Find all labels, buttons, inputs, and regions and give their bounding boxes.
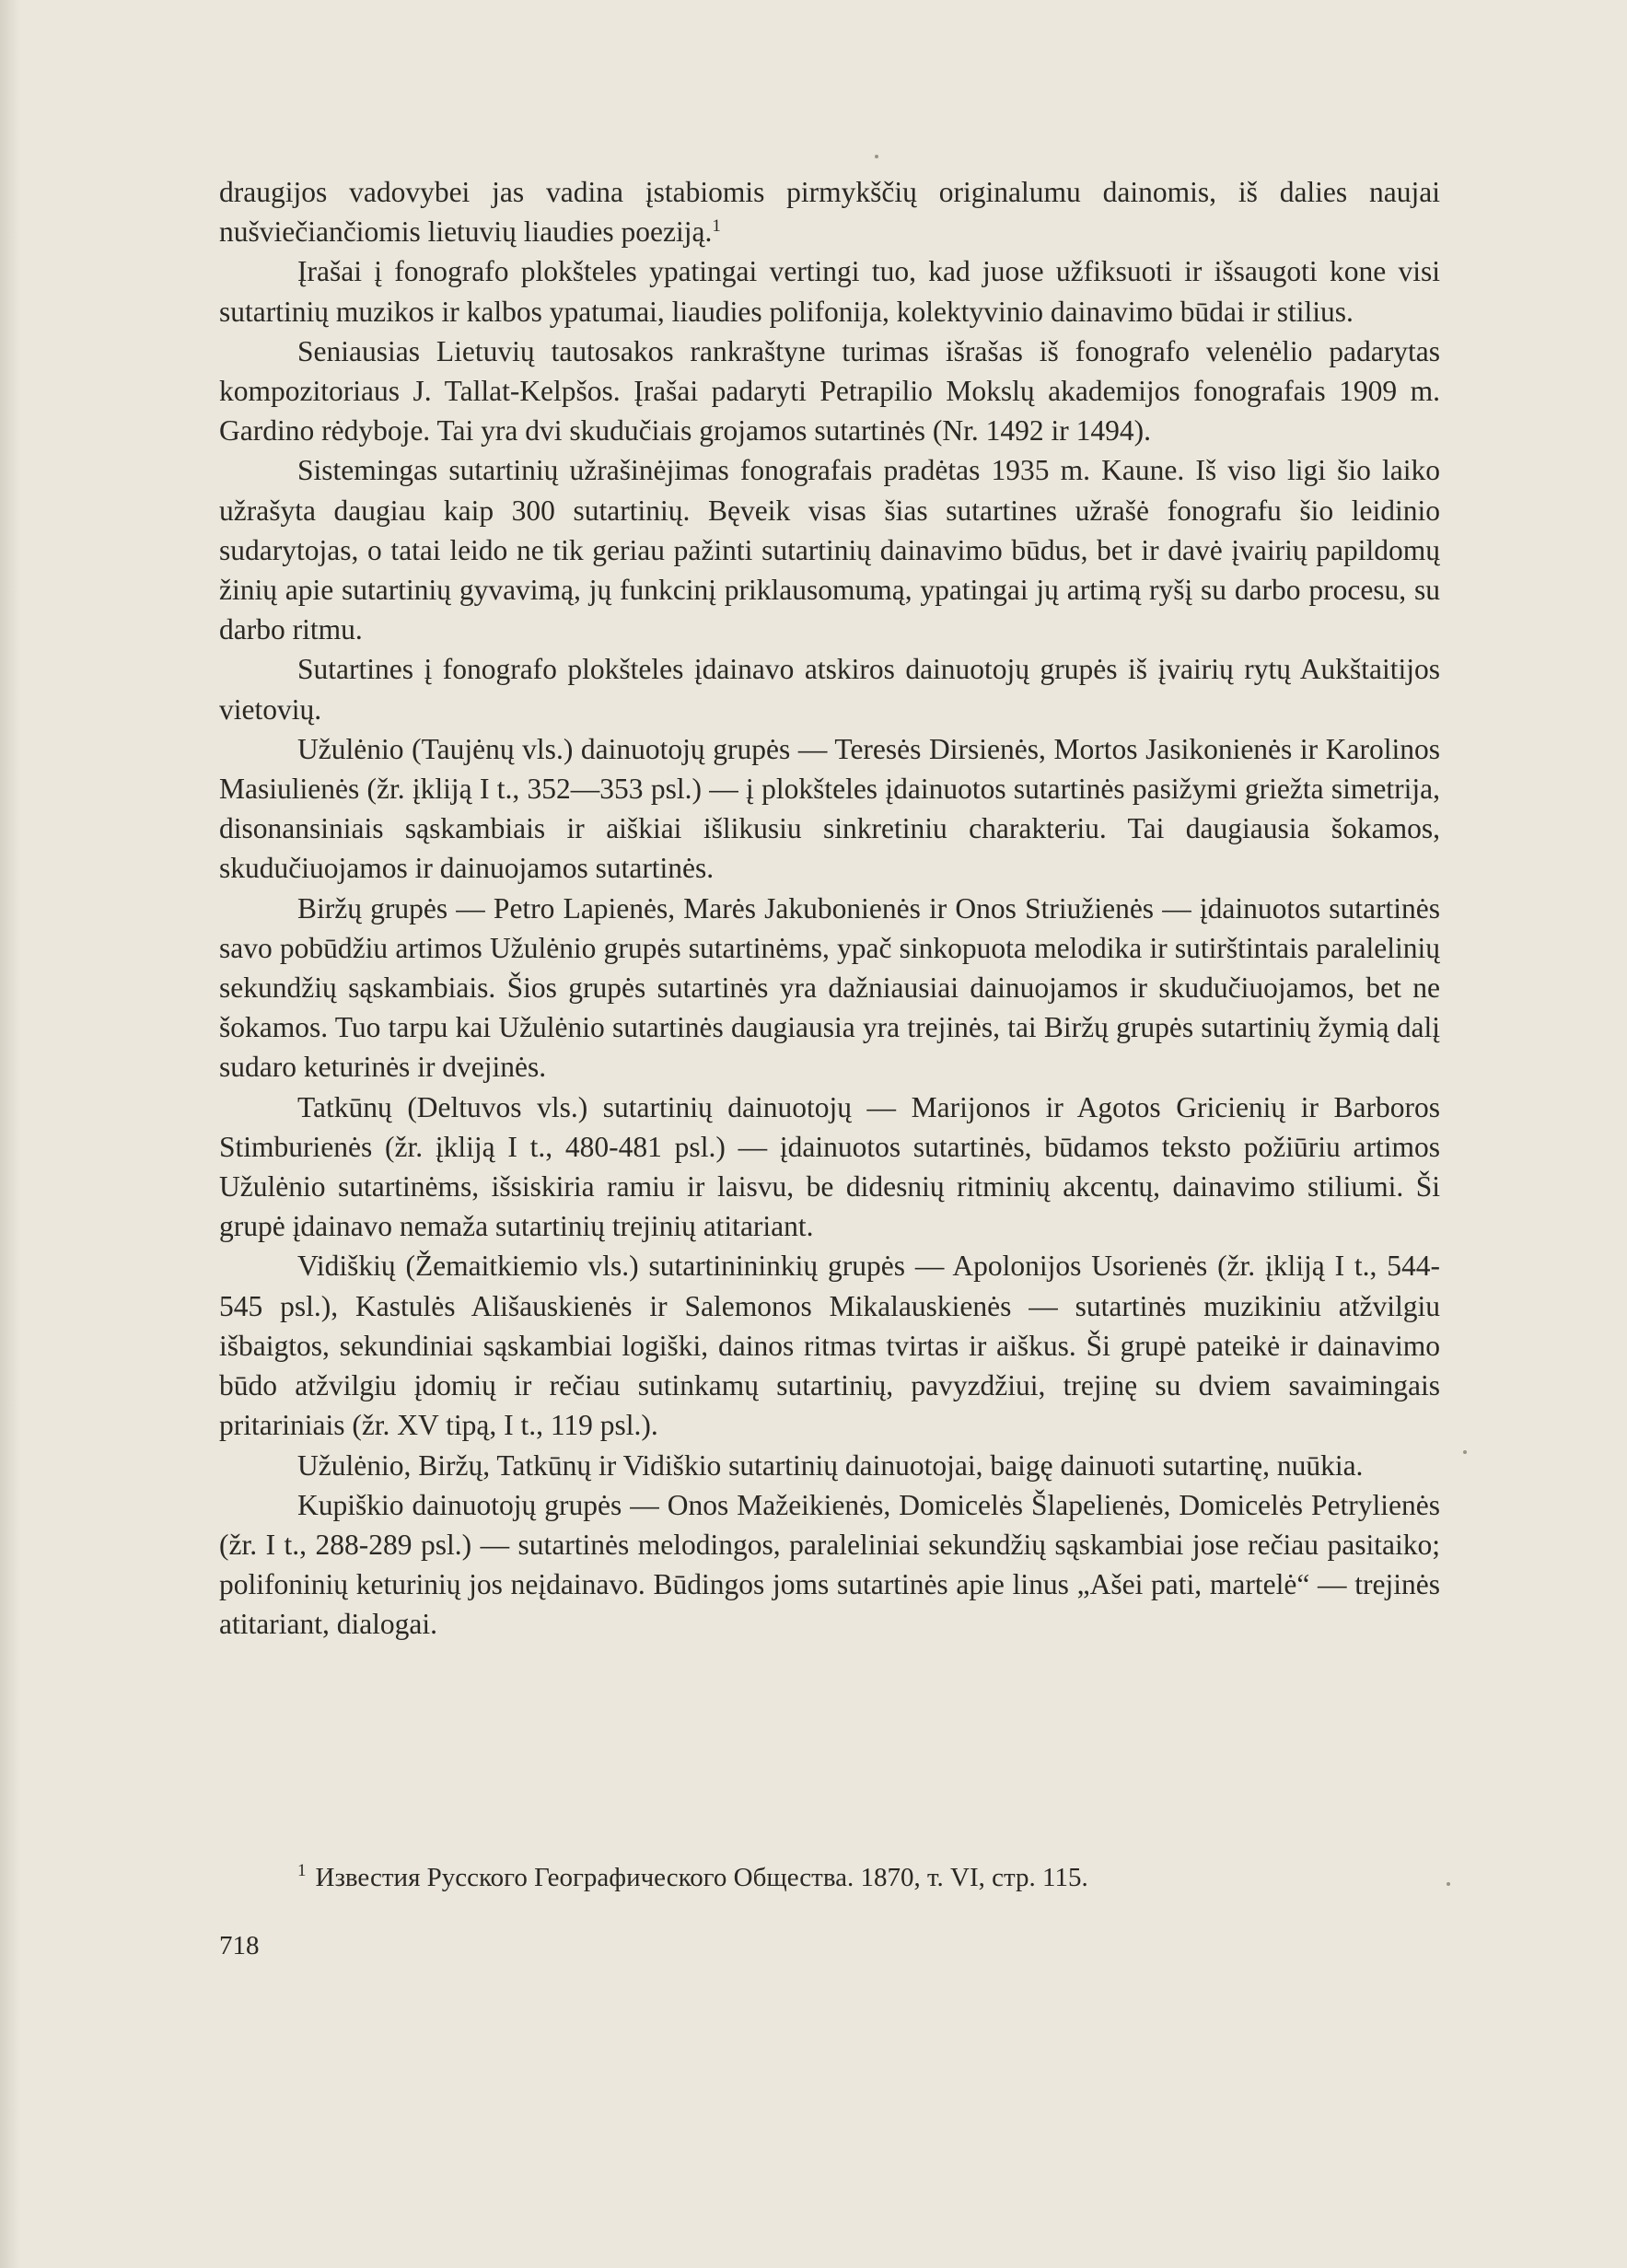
footnote-marker: 1 (297, 1861, 307, 1881)
scan-speck (1447, 1882, 1450, 1886)
paragraph: Sutartines į fonografo plokšteles įdainavo atskiros dainuotojų grupės iš įvairių rytų Aukštaitijos vietovių. (219, 653, 1440, 726)
paragraph: Vidiškių (Žemaitkiemio vls.) sutartinininkių grupės — Apolonijos Usorienės (žr. įkliją I t., 544-545 psl.), Kastulės Ališauskienės ir Salemonos Mikalauskienės — sutartinės muzikiniu atžvilgiu išbaigtos, sekundiniai sąskambiai logiški, dainos ritmas tvirtas ir aiškus. Ši grupė pateikė ir dainavimo būdo atžvilgiu įdomių ir rečiau sutinkamų sutartinių, pavyzdžiui, trejinę su dviem savaimingais pritariniais (žr. XV tipą, I t., 119 psl.). (219, 1250, 1440, 1442)
paragraph: Kupiškio dainuotojų grupės — Onos Mažeikienės, Domicelės Šlapelienės, Domicelės Petrylienės (žr. I t., 288-289 psl.) — sutartinės melodingos, paraleliniai sekundžių sąskambiai jose rečiau pasitaiko; polifoninių keturinių jos neįdainavo. Būdingos joms sutartinės apie linus „Ašei pati, martelė“ — trejinės atitariant, dialogai. (219, 1488, 1440, 1641)
paragraph: Užulėnio (Taujėnų vls.) dainuotojų grupės — Teresės Dirsienės, Mortos Jasikonienės ir Karolinos Masiulienės (žr. įkliją I t., 352—353 psl.) — į plokšteles įdainuotos sutartinės pasižymi griežta simetrija, disonansiniais sąskambiais ir aiškiai išlikusiu sinkretiniu charakteriu. Tai daugiausia šokamos, skudučiuojamos ir dainuojamos sutartinės. (219, 732, 1440, 885)
paragraph: Seniausias Lietuvių tautosakos rankraštyne turimas išrašas iš fonografo velenėlio padarytas kompozitoriaus J. Tallat-Kelpšos. Įrašai padaryti Petrapilio Mokslų akademijos fonografais 1909 m. Gardino rėdyboje. Tai yra dvi skudučiais grojamos sutartinės (Nr. 1492 ir 1494). (219, 334, 1440, 448)
main-text (219, 172, 1440, 1645)
page-edge-shadow (0, 0, 20, 2268)
paragraph-text: draugijos vadovybei jas vadina įstabiomis pirmykščių originalumu dainomis, iš dalies naujai nušviečiančiomis lietuvių liaudies poeziją. (219, 176, 1440, 249)
footnote-reference: 1 (712, 215, 721, 236)
scan-speck (1463, 1450, 1467, 1454)
footnote-text: Известия Русского Географического Общества. 1870, т. VI, стр. 115. (315, 1863, 1088, 1892)
paragraph: Užulėnio, Biržų, Tatkūnų ir Vidiškio sutartinių dainuotojai, baigę dainuoti sutartinę, nuūkia. (297, 1448, 1364, 1482)
paragraph: Įrašai į fonografo plokšteles ypatingai vertingi tuo, kad juose užfiksuoti ir išsaugoti kone visi sutartinių muzikos ir kalbos ypatumai, liaudies polifonija, kolektyvinio dainavimo būdai ir stilius. (219, 255, 1440, 328)
scan-speck (875, 155, 878, 158)
paragraph: Tatkūnų (Deltuvos vls.) sutartinių dainuotojų — Marijonos ir Agotos Gricienių ir Barboros Stimburienės (žr. įkliją I t., 480-481 psl.) — įdainuotos sutartinės, būdamos teksto požiūriu artimos Užulėnio sutartinėms, išsiskiria ramiu ir laisvu, be didesnių ritminių akcentų, dainavimo stiliumi. Ši grupė įdainavo nemaža sutartinių trejinių atitariant. (219, 1090, 1440, 1243)
paragraph: Biržų grupės — Petro Lapienės, Marės Jakubonienės ir Onos Striužienės — įdainuotos sutartinės savo pobūdžiu artimos Užulėnio grupės sutartinėms, ypač sinkopuota melodika ir sutirštintais paralelinių sekundžių sąskambiais. Šios grupės sutartinės yra dažniausiai dainuojamos ir skudučiuojamos, bet ne šokamos. Tuo tarpu kai Užulėnio sutartinės daugiausia yra trejinės, tai Biržų grupės sutartinių žymią dalį sudaro keturinės ir dvejinės. (219, 891, 1440, 1084)
paragraph: Sistemingas sutartinių užrašinėjimas fonografais pradėtas 1935 m. Kaune. Iš viso ligi šio laiko užrašyta daugiau kaip 300 sutartinių. Bęveik visas šias sutartines užrašė fonografu šio leidinio sudarytojas, o tatai leido ne tik geriau pažinti sutartinių dainavimo būdus, bet ir davė įvairių papildomų žinių apie sutartinių gyvavimą, jų funkcinį priklausomumą, ypatingai jų artimą ryšį su darbo procesu, su darbo ritmu. (219, 454, 1440, 646)
paragraph (219, 172, 1440, 251)
page-number: 718 (219, 1931, 260, 1960)
footnote (219, 1859, 1440, 1896)
